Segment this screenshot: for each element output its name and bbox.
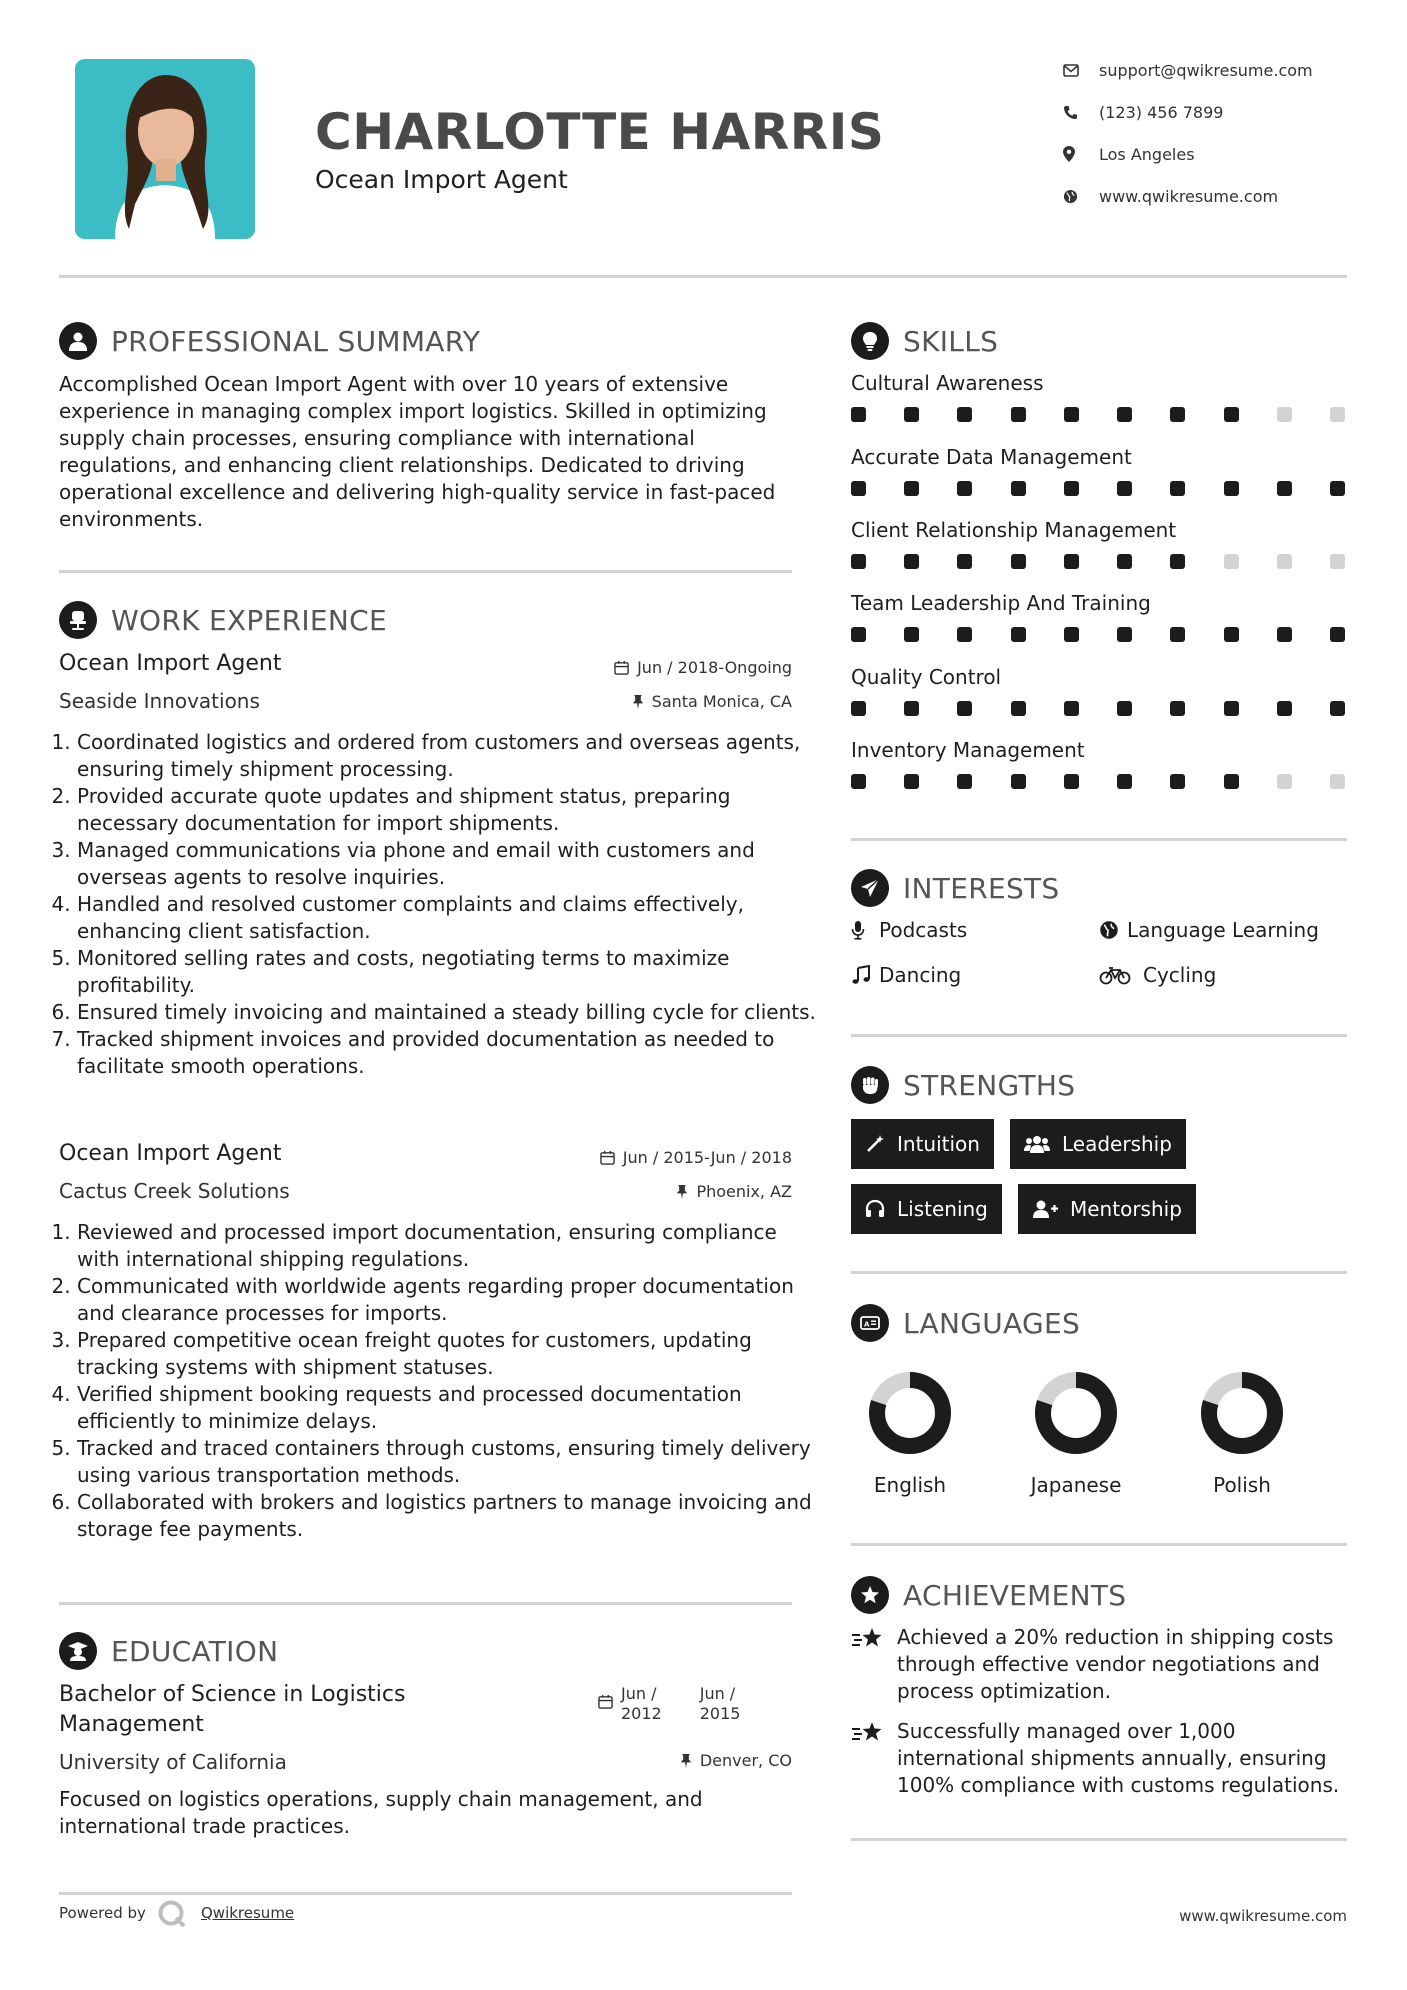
contact-email[interactable] xyxy=(1063,56,1313,84)
education-end-month: Jun / xyxy=(699,1684,736,1703)
skill-dot xyxy=(1277,407,1292,422)
skill-dot xyxy=(1170,407,1185,422)
shooting-star-icon xyxy=(851,1624,897,1705)
interest-label: Cycling xyxy=(1143,963,1217,987)
list-item: 2. Communicated with worldwide agents regarding proper documentation and clearance processes for imports. xyxy=(77,1273,817,1327)
skill-dot xyxy=(851,481,866,496)
skill-name: Cultural Awareness xyxy=(851,371,1044,395)
contact-email-text: support@qwikresume.com xyxy=(1099,60,1313,80)
skill-dot xyxy=(904,481,919,496)
skill-dot xyxy=(1277,701,1292,716)
job-2-company: Cactus Creek Solutions xyxy=(59,1179,290,1203)
graduate-icon xyxy=(59,1632,97,1670)
achievements-divider xyxy=(851,1838,1347,1841)
strength-label: Intuition xyxy=(897,1132,980,1156)
skill-dot xyxy=(1117,407,1132,422)
skill-dot xyxy=(1277,481,1292,496)
strength-label: Listening xyxy=(897,1197,988,1221)
skills-heading-text: SKILLS xyxy=(903,324,999,358)
pushpin-icon xyxy=(676,1184,688,1199)
education-end xyxy=(700,1684,741,1724)
microphone-icon xyxy=(851,920,879,940)
strengths-heading xyxy=(851,1066,1075,1104)
contact-website[interactable] xyxy=(1063,182,1278,210)
strength-chip-listening xyxy=(851,1184,1002,1234)
languages-heading xyxy=(851,1304,1080,1342)
briefcase-chair-icon xyxy=(59,601,97,639)
achievement-text: Successfully managed over 1,000 international shipments annually, ensuring 100% compliance with customs regulations. xyxy=(897,1719,1340,1797)
skill-dot xyxy=(1330,554,1345,569)
skill-dot xyxy=(1224,627,1239,642)
skill-dot xyxy=(904,554,919,569)
skill-row xyxy=(851,591,1345,642)
skill-rating xyxy=(851,481,1345,496)
language-donut xyxy=(1182,1363,1302,1463)
skill-dot xyxy=(1011,627,1026,642)
experience-heading-text: WORK EXPERIENCE xyxy=(111,603,387,637)
skill-dot xyxy=(1224,701,1239,716)
skill-dot xyxy=(1224,481,1239,496)
summary-text: Accomplished Ocean Import Agent with over 10 years of extensive experience in managing complex import logistics. Skilled in optimizing supply chain processes, ensuring compliance with international regulations, and enhancing client relationships. Dedicated to driving operational excellence and delivering high-quality service in fast-paced environments. xyxy=(59,372,776,531)
bicycle-icon xyxy=(1099,965,1143,985)
users-icon xyxy=(1024,1134,1050,1154)
qwikresume-logo-icon xyxy=(156,1898,188,1934)
interest-label: Dancing xyxy=(879,963,962,987)
achievement-item xyxy=(851,1624,1347,1705)
skill-dot xyxy=(1117,481,1132,496)
skill-dot xyxy=(1011,481,1026,496)
skill-dot xyxy=(1064,481,1079,496)
strength-label: Mentorship xyxy=(1070,1197,1182,1221)
strength-label: Leadership xyxy=(1062,1132,1172,1156)
skill-dot xyxy=(957,407,972,422)
language-name: Polish xyxy=(1213,1473,1271,1497)
globe-icon xyxy=(1063,189,1099,204)
skill-dot xyxy=(1170,774,1185,789)
skill-name: Client Relationship Management xyxy=(851,518,1177,542)
education-end-year: 2015 xyxy=(699,1704,741,1723)
skill-dot xyxy=(851,627,866,642)
language-donut xyxy=(1016,1363,1136,1463)
svg-text:A: A xyxy=(864,1320,870,1329)
skill-dot xyxy=(1170,554,1185,569)
skill-row xyxy=(851,371,1345,422)
skill-dot xyxy=(1277,627,1292,642)
skill-dot xyxy=(957,627,972,642)
skill-dot xyxy=(851,774,866,789)
strength-chip-leadership xyxy=(1010,1119,1186,1169)
job-1-dates-text: Jun / 2018-Ongoing xyxy=(637,658,792,677)
job-1-location xyxy=(500,692,792,711)
phone-icon xyxy=(1063,105,1099,120)
candidate-title: Ocean Import Agent xyxy=(315,165,568,194)
achievement-text: Achieved a 20% reduction in shipping costs through effective vendor negotiations and process optimization. xyxy=(897,1625,1334,1703)
skill-dot xyxy=(1064,774,1079,789)
interest-podcasts xyxy=(851,918,967,942)
skill-dot xyxy=(1011,554,1026,569)
interests-divider xyxy=(851,1034,1347,1037)
skill-dot xyxy=(1064,554,1079,569)
education-start-month: Jun / xyxy=(621,1684,657,1703)
job-1-dates xyxy=(500,658,792,677)
interest-cycling xyxy=(1099,963,1216,987)
skill-row xyxy=(851,665,1345,716)
pushpin-icon xyxy=(632,694,644,709)
strengths-heading-text: STRENGTHS xyxy=(903,1068,1076,1102)
skills-divider xyxy=(851,838,1347,841)
skill-dot xyxy=(1117,627,1132,642)
qwikresume-link[interactable]: Qwikresume xyxy=(201,1904,295,1922)
skill-dot xyxy=(1011,774,1026,789)
list-item: 1. Reviewed and processed import documentation, ensuring compliance with international shipping regulations. xyxy=(77,1219,817,1273)
skill-rating xyxy=(851,701,1345,716)
achievements-heading-text: ACHIEVEMENTS xyxy=(903,1578,1127,1612)
shooting-star-icon xyxy=(851,1718,897,1799)
language-item-japanese xyxy=(1016,1363,1136,1497)
skill-dot xyxy=(851,701,866,716)
skill-dot xyxy=(957,554,972,569)
lightbulb-icon xyxy=(851,322,889,360)
calendar-icon xyxy=(598,1694,613,1709)
skill-dot xyxy=(957,701,972,716)
fist-icon xyxy=(851,1066,889,1104)
skill-dot xyxy=(1330,481,1345,496)
contact-location xyxy=(1063,140,1195,168)
skill-dot xyxy=(1117,774,1132,789)
language-name: Japanese xyxy=(1030,1473,1122,1497)
calendar-icon xyxy=(600,1150,615,1165)
language-name: English xyxy=(873,1473,947,1497)
interests-heading-text: INTERESTS xyxy=(903,871,1060,905)
candidate-name: CHARLOTTE HARRIS xyxy=(315,103,885,161)
list-item: 6. Collaborated with brokers and logistics partners to manage invoicing and storage fee payments. xyxy=(77,1489,817,1543)
experience-divider xyxy=(59,1602,792,1605)
skill-dot xyxy=(1064,407,1079,422)
strengths-divider xyxy=(851,1271,1347,1274)
skill-dot xyxy=(1330,627,1345,642)
contact-location-text: Los Angeles xyxy=(1099,144,1195,164)
calendar-icon xyxy=(614,660,629,675)
education-start-year: 2012 xyxy=(621,1704,662,1723)
list-item: 4. Verified shipment booking requests and processed documentation efficiently to minimize delays. xyxy=(77,1381,817,1435)
skill-dot xyxy=(1064,701,1079,716)
skill-row xyxy=(851,518,1345,569)
experience-heading xyxy=(59,601,387,639)
skill-dot xyxy=(851,407,866,422)
skill-dot xyxy=(1011,407,1026,422)
list-item: 2. Provided accurate quote updates and shipment status, preparing necessary documentation for import shipments. xyxy=(77,783,817,837)
skill-dot xyxy=(1224,407,1239,422)
skill-rating xyxy=(851,774,1345,789)
skill-dot xyxy=(1330,701,1345,716)
list-item: 5. Monitored selling rates and costs, negotiating terms to maximize profitability. xyxy=(77,945,817,999)
list-item: 3. Prepared competitive ocean freight quotes for customers, updating tracking systems with shipment statuses. xyxy=(77,1327,817,1381)
skill-dot xyxy=(1277,774,1292,789)
music-note-icon xyxy=(851,965,879,985)
skill-dot xyxy=(957,774,972,789)
skill-dot xyxy=(1117,554,1132,569)
education-location-text: Denver, CO xyxy=(699,1751,792,1770)
skill-dot xyxy=(1064,627,1079,642)
education-heading-text: EDUCATION xyxy=(111,1634,279,1668)
skill-dot xyxy=(1224,554,1239,569)
achievement-item xyxy=(851,1718,1347,1799)
skill-dot xyxy=(1224,774,1239,789)
skill-dot xyxy=(1011,701,1026,716)
powered-by-label: Powered by xyxy=(59,1904,146,1922)
skill-dot xyxy=(904,627,919,642)
skill-dot xyxy=(904,701,919,716)
pushpin-icon xyxy=(680,1753,692,1768)
job-1-location-text: Santa Monica, CA xyxy=(651,692,792,711)
list-item: 4. Handled and resolved customer complaints and claims effectively, enhancing client satisfaction. xyxy=(77,891,817,945)
skill-dot xyxy=(1170,627,1185,642)
headphones-icon xyxy=(865,1199,885,1219)
skills-heading xyxy=(851,322,998,360)
job-2-location-text: Phoenix, AZ xyxy=(696,1182,792,1201)
languages-heading-text: LANGUAGES xyxy=(903,1306,1081,1340)
skill-name: Inventory Management xyxy=(851,738,1085,762)
interests-heading xyxy=(851,869,1060,907)
skill-dot xyxy=(1170,701,1185,716)
education-dates xyxy=(598,1684,740,1724)
language-donut xyxy=(850,1363,970,1463)
list-item: 5. Tracked and traced containers through customs, ensuring timely delivery using various transportation methods. xyxy=(77,1435,817,1489)
skill-rating xyxy=(851,627,1345,642)
skill-name: Accurate Data Management xyxy=(851,445,1132,469)
education-degree-line2: Management xyxy=(59,1712,204,1737)
globe-icon xyxy=(1099,920,1127,940)
envelope-icon xyxy=(1063,64,1099,77)
strength-chip-intuition xyxy=(851,1119,994,1169)
list-item: 7. Tracked shipment invoices and provided documentation as needed to facilitate smooth operations. xyxy=(77,1026,817,1080)
skill-dot xyxy=(1277,554,1292,569)
job-2-title: Ocean Import Agent xyxy=(59,1141,282,1166)
user-icon xyxy=(59,322,97,360)
user-plus-icon xyxy=(1032,1199,1058,1219)
footer-website-link[interactable]: www.qwikresume.com xyxy=(1179,1907,1347,1925)
job-2-location xyxy=(500,1182,792,1201)
skill-rating xyxy=(851,407,1345,422)
list-item: 6. Ensured timely invoicing and maintained a steady billing cycle for clients. xyxy=(77,999,817,1026)
list-item: 1. Coordinated logistics and ordered from customers and overseas agents, ensuring timely shipment processing. xyxy=(77,729,817,783)
education-start xyxy=(621,1684,662,1724)
job-1-title: Ocean Import Agent xyxy=(59,651,282,676)
skill-dot xyxy=(1170,481,1185,496)
skill-dot xyxy=(904,407,919,422)
job-2-dates-text: Jun / 2015-Jun / 2018 xyxy=(622,1148,792,1167)
paper-plane-icon xyxy=(851,869,889,907)
summary-divider xyxy=(59,570,792,573)
magic-wand-icon xyxy=(865,1134,885,1154)
interest-dancing xyxy=(851,963,961,987)
strength-chip-mentorship xyxy=(1018,1184,1196,1234)
education-location xyxy=(500,1751,792,1770)
contact-phone-text: (123) 456 7899 xyxy=(1099,102,1224,122)
skill-name: Team Leadership And Training xyxy=(851,591,1151,615)
job-1-company: Seaside Innovations xyxy=(59,689,260,713)
skill-dot xyxy=(1117,701,1132,716)
language-item-polish xyxy=(1182,1363,1302,1497)
education-degree-line1: Bachelor of Science in Logistics xyxy=(59,1682,406,1707)
contact-website-text: www.qwikresume.com xyxy=(1099,186,1279,206)
summary-heading xyxy=(59,322,480,360)
skill-row xyxy=(851,738,1345,789)
skill-dot xyxy=(1330,774,1345,789)
skill-dot xyxy=(851,554,866,569)
profile-photo xyxy=(75,59,255,239)
star-badge-icon xyxy=(851,1576,889,1614)
education-divider xyxy=(59,1892,792,1895)
interest-label: Language Learning xyxy=(1127,918,1319,942)
skill-dot xyxy=(904,774,919,789)
education-school: University of California xyxy=(59,1750,287,1774)
language-card-icon xyxy=(851,1304,889,1342)
contact-phone[interactable] xyxy=(1063,98,1223,126)
list-item: 3. Managed communications via phone and email with customers and overseas agents to resolve inquiries. xyxy=(77,837,817,891)
skill-dot xyxy=(1330,407,1345,422)
interest-label: Podcasts xyxy=(879,918,968,942)
skill-row xyxy=(851,445,1345,496)
header-divider xyxy=(59,275,1347,278)
achievements-heading xyxy=(851,1576,1126,1614)
map-pin-icon xyxy=(1063,146,1099,162)
languages-divider xyxy=(851,1543,1347,1546)
skill-name: Quality Control xyxy=(851,665,1002,689)
summary-heading-text: PROFESSIONAL SUMMARY xyxy=(111,324,481,358)
skill-dot xyxy=(957,481,972,496)
job-2-dates xyxy=(500,1148,792,1167)
language-item-english xyxy=(850,1363,970,1497)
skill-rating xyxy=(851,554,1345,569)
job-2-bullets xyxy=(59,1219,817,1543)
job-1-bullets xyxy=(59,729,817,1080)
education-heading xyxy=(59,1632,278,1670)
education-description: Focused on logistics operations, supply chain management, and international trade practices. xyxy=(59,1787,703,1838)
interest-language-learning xyxy=(1099,918,1319,942)
